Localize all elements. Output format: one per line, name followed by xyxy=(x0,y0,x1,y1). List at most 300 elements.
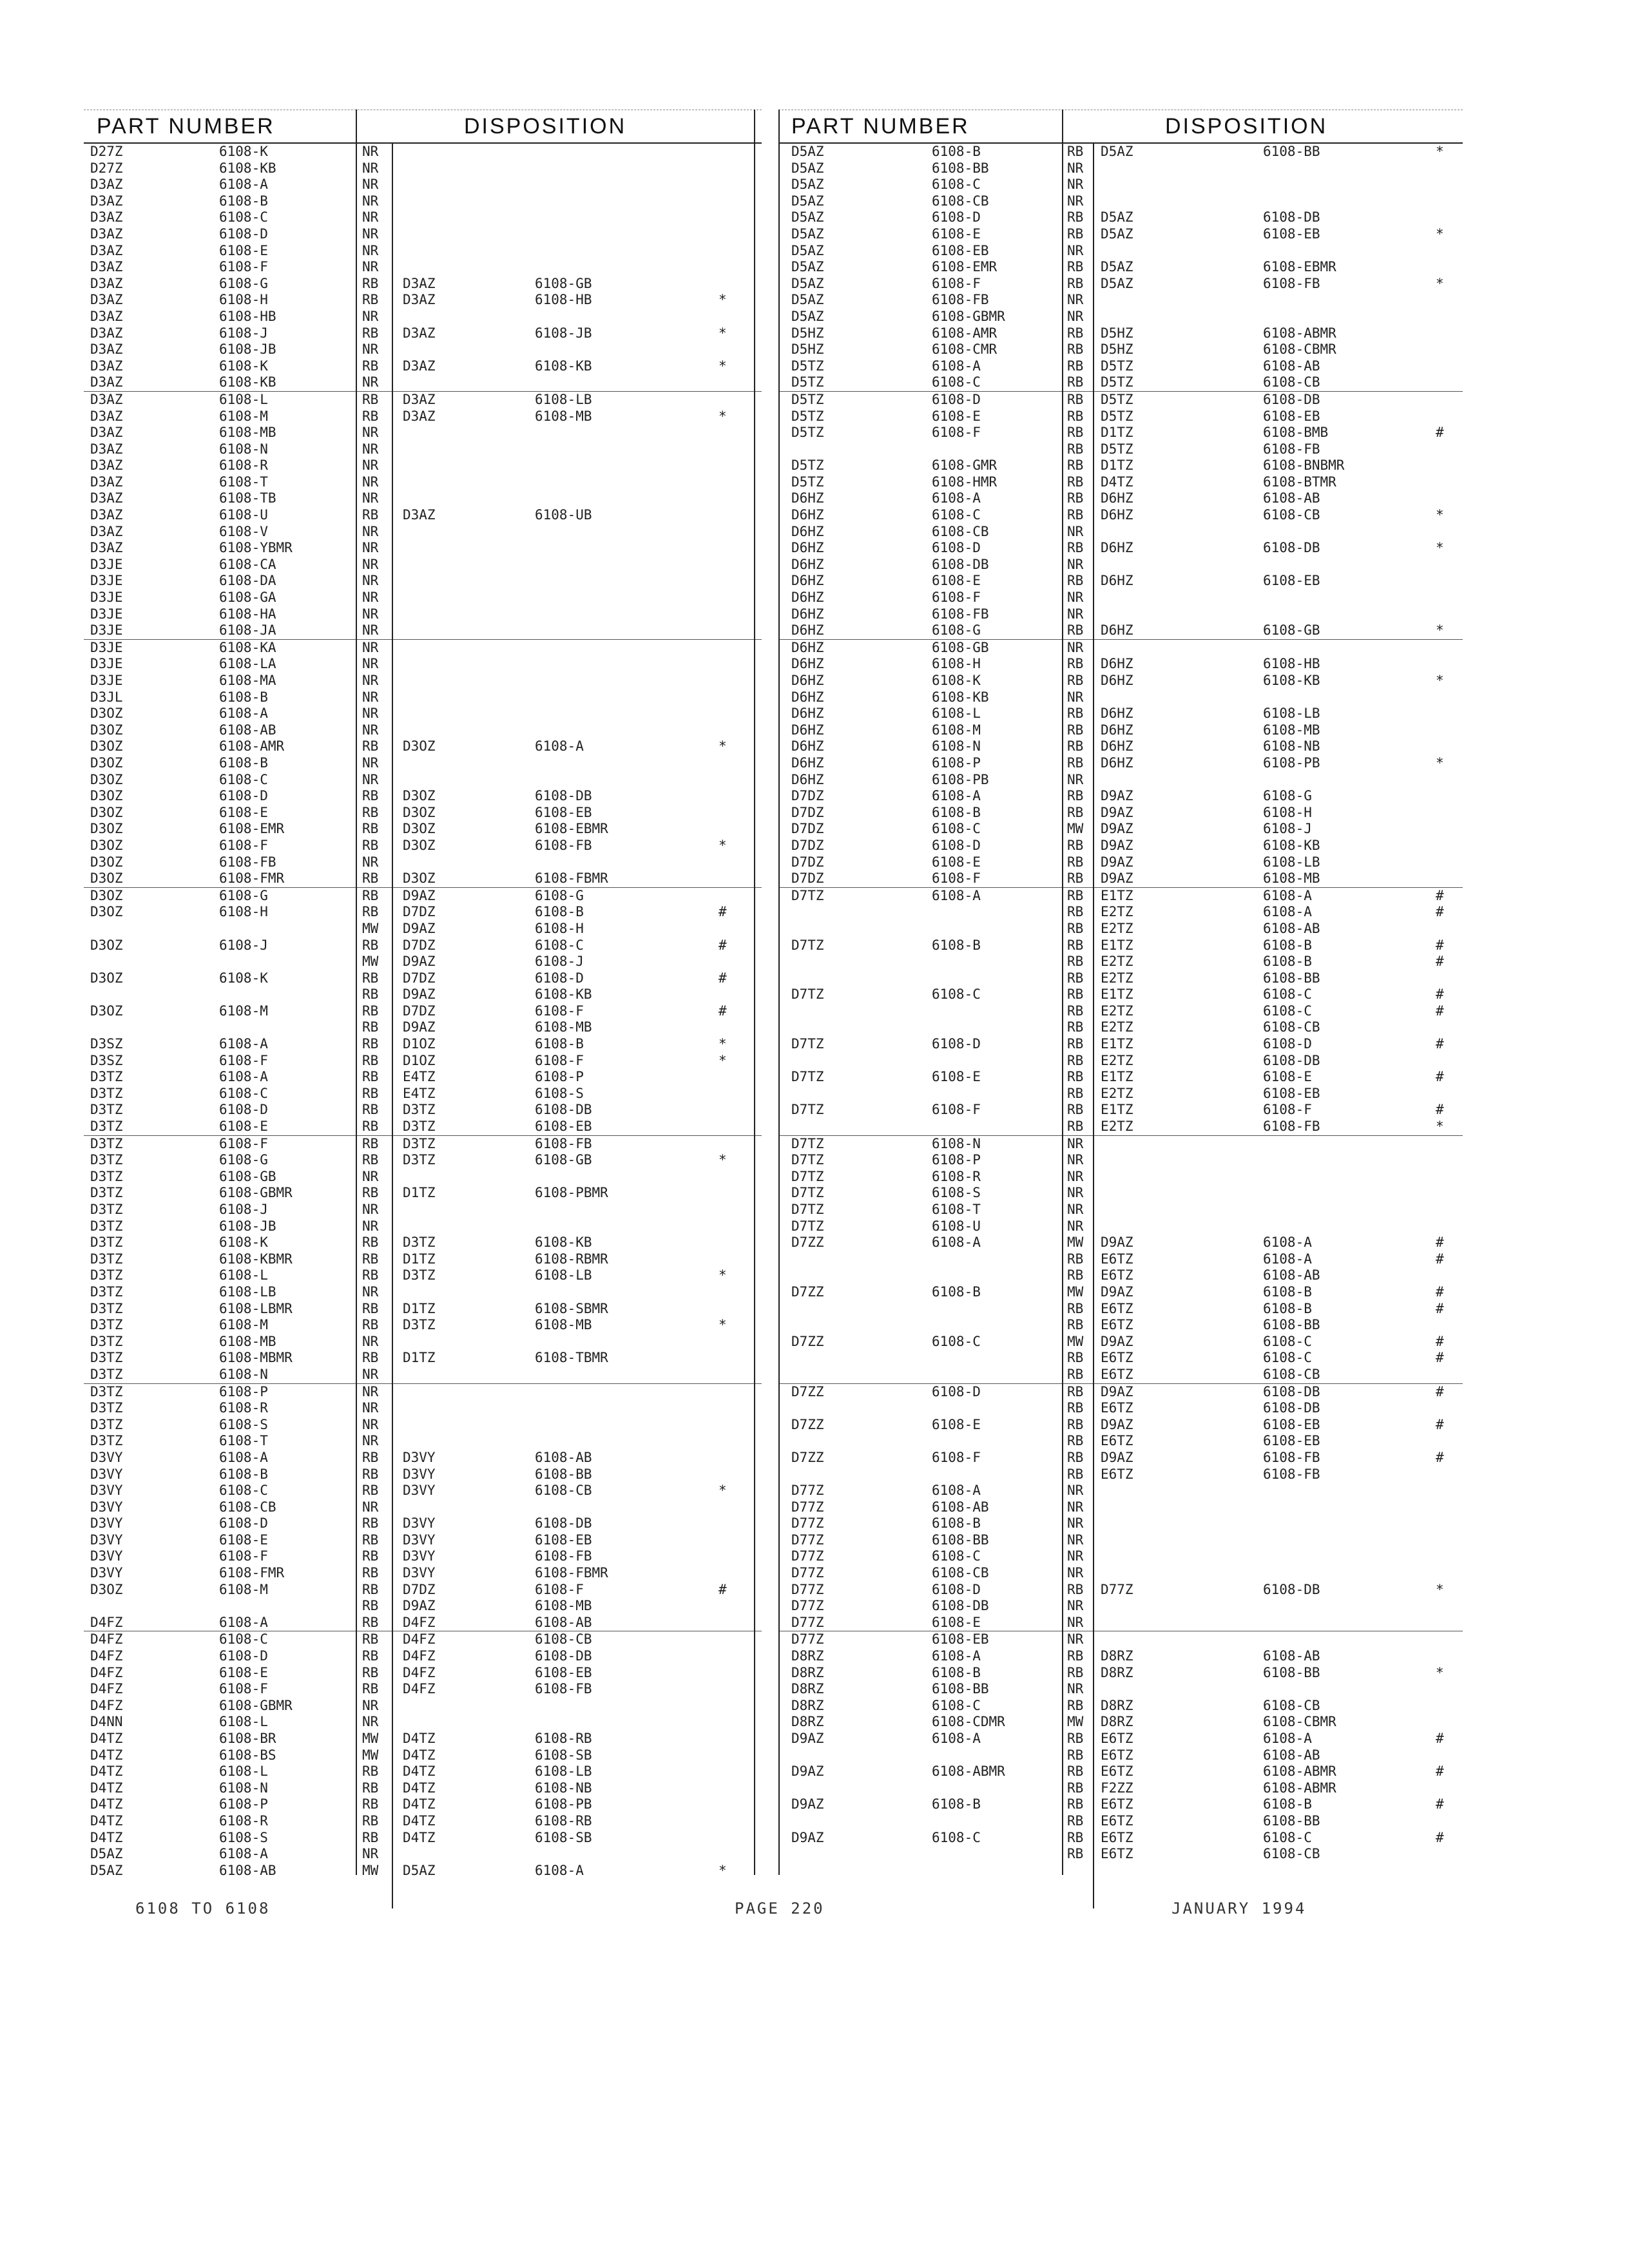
note-mark: # xyxy=(1436,904,1444,920)
replacement-prefix: D8RZ xyxy=(1101,1648,1133,1664)
replacement-number: 6108-LB xyxy=(535,1763,592,1780)
table-row xyxy=(778,1714,1463,1731)
disposition-code: NR xyxy=(1067,1631,1084,1648)
part-number: 6108-C xyxy=(219,771,268,787)
replacement-prefix: D4TZ xyxy=(403,1731,436,1746)
replacement-number: 6108-MB xyxy=(1263,870,1320,887)
part-prefix: D4FZ xyxy=(90,1648,123,1664)
disposition-code: RB xyxy=(362,1483,379,1499)
replacement-prefix: D5AZ xyxy=(1101,275,1133,291)
replacement-number: 6108-B xyxy=(535,904,584,920)
replacement-prefix: E6TZ xyxy=(1101,1433,1133,1449)
table-row xyxy=(84,1235,762,1251)
disposition-code: NR xyxy=(362,374,379,390)
disposition-code: RB xyxy=(362,937,379,953)
disposition-code: RB xyxy=(362,1119,379,1135)
part-number: 6108-AMR xyxy=(932,325,998,341)
disposition-code: NR xyxy=(362,144,379,159)
part-number: 6108-E xyxy=(219,1664,268,1680)
part-prefix: D6HZ xyxy=(791,590,824,606)
part-number: 6108-GBMR xyxy=(219,1185,293,1201)
part-number: 6108-G xyxy=(932,622,981,639)
disposition-code: RB xyxy=(362,1631,379,1648)
replacement-number: 6108-EBMR xyxy=(535,821,608,837)
replacement-prefix: D9AZ xyxy=(403,1598,436,1614)
table-row xyxy=(778,722,1463,739)
part-number: 6108-DB xyxy=(932,556,989,572)
replacement-prefix: E2TZ xyxy=(1101,1052,1133,1068)
part-prefix: D7DZ xyxy=(791,837,824,853)
table-row xyxy=(84,1615,762,1631)
part-number: 6108-C xyxy=(219,1483,268,1499)
part-number: 6108-C xyxy=(932,1333,981,1349)
disposition-code: RB xyxy=(1067,474,1084,490)
part-number: 6108-C xyxy=(219,1631,268,1648)
table-row xyxy=(84,374,762,391)
table-row xyxy=(778,904,1463,921)
part-prefix: D5AZ xyxy=(791,275,824,291)
part-prefix: D3JE xyxy=(90,673,123,688)
replacement-prefix: D9AZ xyxy=(403,1019,436,1035)
table-row xyxy=(84,606,762,623)
replacement-prefix: D9AZ xyxy=(1101,1449,1133,1465)
table-row xyxy=(84,573,762,590)
part-number: 6108-EB xyxy=(932,242,989,258)
disposition-code: RB xyxy=(1067,1400,1084,1416)
replacement-prefix: E2TZ xyxy=(1101,1119,1133,1135)
disposition-code: RB xyxy=(1067,391,1084,407)
disposition-code: NR xyxy=(1067,1614,1084,1630)
part-number: 6108-FB xyxy=(932,606,989,622)
replacement-number: 6108-B xyxy=(1263,1300,1312,1316)
right-part-number-heading: PART NUMBER xyxy=(791,114,970,139)
replacement-number: 6108-E xyxy=(1263,1069,1312,1085)
part-prefix: D3JE xyxy=(90,556,123,572)
note-mark: * xyxy=(718,292,727,308)
note-mark: * xyxy=(718,1483,727,1499)
replacement-prefix: E2TZ xyxy=(1101,920,1133,936)
replacement-prefix: D4TZ xyxy=(403,1747,436,1763)
disposition-code: MW xyxy=(362,920,379,936)
disposition-code: RB xyxy=(362,1829,379,1845)
note-mark: * xyxy=(1436,1119,1444,1135)
part-prefix: D3TZ xyxy=(90,1433,123,1449)
replacement-prefix: D3TZ xyxy=(403,1317,436,1333)
part-prefix: D5HZ xyxy=(791,341,824,358)
note-mark: * xyxy=(1436,226,1444,242)
part-number: 6108-L xyxy=(219,1267,268,1283)
part-prefix: D3OZ xyxy=(90,937,123,953)
table-row xyxy=(778,341,1463,358)
replacement-number: 6108-C xyxy=(1263,1829,1312,1845)
table-row xyxy=(778,772,1463,789)
replacement-prefix: D4FZ xyxy=(403,1681,436,1697)
disposition-code: RB xyxy=(1067,1829,1084,1845)
part-prefix: D6HZ xyxy=(791,656,824,672)
replacement-number: 6108-A xyxy=(535,738,584,754)
replacement-prefix: D7DZ xyxy=(403,1003,436,1019)
part-number: 6108-C xyxy=(219,1085,268,1101)
table-row xyxy=(84,193,762,210)
part-prefix: D3VY xyxy=(90,1483,123,1499)
table-row xyxy=(778,887,1463,905)
replacement-number: 6108-F xyxy=(535,1052,584,1068)
part-number: 6108-B xyxy=(219,754,268,771)
part-number: 6108-N xyxy=(932,1135,981,1151)
part-number: 6108-C xyxy=(932,1697,981,1713)
table-row xyxy=(778,1796,1463,1813)
part-number: 6108-JB xyxy=(219,341,276,358)
replacement-prefix: D3TZ xyxy=(403,1135,436,1151)
disposition-code: RB xyxy=(362,325,379,341)
table-row xyxy=(778,1019,1463,1036)
replacement-number: 6108-HB xyxy=(535,292,592,308)
part-prefix: D4FZ xyxy=(90,1664,123,1680)
part-number: 6108-GA xyxy=(219,590,276,606)
part-number: 6108-BB xyxy=(932,1681,989,1697)
part-number: 6108-BS xyxy=(219,1747,276,1763)
table-row xyxy=(778,441,1463,458)
note-mark: * xyxy=(1436,507,1444,523)
table-row xyxy=(778,1350,1463,1367)
replacement-number: 6108-C xyxy=(1263,986,1312,1003)
replacement-prefix: D1OZ xyxy=(403,1052,436,1068)
part-number: 6108-P xyxy=(932,1152,981,1168)
replacement-number: 6108-P xyxy=(535,1069,584,1085)
replacement-prefix: D3VY xyxy=(403,1449,436,1465)
replacement-number: 6108-B xyxy=(1263,1796,1312,1812)
disposition-code: NR xyxy=(362,606,379,622)
part-number: 6108-C xyxy=(932,374,981,390)
table-row xyxy=(84,557,762,573)
disposition-code: NR xyxy=(362,160,379,176)
part-prefix: D6HZ xyxy=(791,540,824,556)
replacement-number: 6108-HB xyxy=(1263,656,1320,672)
part-number: 6108-E xyxy=(932,408,981,424)
disposition-code: RB xyxy=(362,986,379,1003)
part-number: 6108-A xyxy=(219,1846,268,1862)
replacement-number: 6108-EB xyxy=(1263,573,1320,589)
part-prefix: D3OZ xyxy=(90,738,123,754)
right-panel xyxy=(778,110,1463,1863)
part-number: 6108-P xyxy=(932,754,981,771)
disposition-code: MW xyxy=(362,1731,379,1746)
replacement-number: 6108-ABMR xyxy=(1263,1780,1336,1796)
replacement-prefix: D6HZ xyxy=(1101,622,1133,639)
disposition-code: RB xyxy=(362,970,379,986)
disposition-code: NR xyxy=(362,706,379,722)
table-row xyxy=(84,259,762,276)
part-number: 6108-GMR xyxy=(932,457,998,474)
part-prefix: D77Z xyxy=(791,1614,824,1630)
disposition-code: RB xyxy=(1067,358,1084,374)
replacement-number: 6108-A xyxy=(535,1862,584,1878)
table-row xyxy=(778,292,1463,309)
replacement-number: 6108-KB xyxy=(535,986,592,1003)
table-row xyxy=(84,805,762,822)
part-prefix: D5AZ xyxy=(90,1846,123,1862)
disposition-code: RB xyxy=(1067,887,1084,903)
disposition-code: NR xyxy=(1067,1168,1084,1184)
part-number: 6108-HMR xyxy=(932,474,998,490)
disposition-code: NR xyxy=(362,1400,379,1416)
part-number: 6108-E xyxy=(932,226,981,242)
part-prefix: D6HZ xyxy=(791,689,824,705)
note-mark: * xyxy=(1436,1581,1444,1597)
replacement-prefix: D4FZ xyxy=(403,1631,436,1648)
part-number: 6108-AB xyxy=(219,722,276,738)
part-number: 6108-M xyxy=(219,1317,268,1333)
disposition-code: NR xyxy=(1067,1202,1084,1217)
disposition-code: RB xyxy=(1067,1581,1084,1597)
table-row xyxy=(84,425,762,441)
disposition-code: RB xyxy=(1067,1433,1084,1449)
replacement-number: 6108-GB xyxy=(1263,622,1320,639)
part-number: 6108-A xyxy=(932,490,981,506)
part-number: 6108-BB xyxy=(932,160,989,176)
part-number: 6108-M xyxy=(219,408,268,424)
disposition-code: NR xyxy=(1067,1681,1084,1697)
disposition-code: NR xyxy=(1067,771,1084,787)
part-prefix: D9AZ xyxy=(791,1796,824,1812)
disposition-code: RB xyxy=(1067,374,1084,390)
disposition-code: MW xyxy=(362,1747,379,1763)
replacement-number: 6108-H xyxy=(535,920,584,936)
disposition-code: RB xyxy=(362,788,379,804)
part-number: 6108-C xyxy=(932,177,981,193)
part-prefix: D5TZ xyxy=(791,374,824,390)
disposition-code: RB xyxy=(362,1135,379,1151)
disposition-code: RB xyxy=(1067,425,1084,441)
replacement-number: 6108-PBMR xyxy=(535,1185,608,1201)
table-row xyxy=(84,524,762,541)
disposition-code: NR xyxy=(362,1366,379,1382)
part-number: 6108-YBMR xyxy=(219,540,293,556)
table-row xyxy=(778,193,1463,210)
note-mark: * xyxy=(718,738,727,754)
part-prefix: D3JE xyxy=(90,656,123,672)
disposition-code: NR xyxy=(362,590,379,606)
part-prefix: D5TZ xyxy=(791,457,824,474)
disposition-code: NR xyxy=(362,474,379,490)
table-row xyxy=(84,821,762,838)
table-row xyxy=(778,540,1463,557)
note-mark: # xyxy=(1436,1350,1444,1366)
disposition-code: NR xyxy=(362,754,379,771)
replacement-number: 6108-FB xyxy=(1263,1466,1320,1482)
replacement-prefix: D8RZ xyxy=(1101,1697,1133,1713)
disposition-code: RB xyxy=(362,1052,379,1068)
table-row xyxy=(778,1846,1463,1863)
replacement-number: 6108-BB xyxy=(1263,1664,1320,1680)
part-prefix: D3TZ xyxy=(90,1202,123,1217)
table-row xyxy=(84,441,762,458)
disposition-code: RB xyxy=(362,738,379,754)
part-prefix: D5AZ xyxy=(791,226,824,242)
table-row xyxy=(778,656,1463,673)
disposition-code: RB xyxy=(362,837,379,853)
replacement-number: 6108-CB xyxy=(1263,1697,1320,1713)
part-number: 6108-A xyxy=(219,1449,268,1465)
replacement-prefix: D5TZ xyxy=(1101,374,1133,390)
table-row xyxy=(84,457,762,474)
replacement-number: 6108-FB xyxy=(1263,275,1320,291)
part-number: 6108-B xyxy=(932,804,981,820)
part-prefix: D27Z xyxy=(90,144,123,159)
part-prefix: D5AZ xyxy=(791,308,824,324)
note-mark: # xyxy=(1436,1796,1444,1812)
replacement-prefix: D5AZ xyxy=(403,1862,436,1878)
replacement-number: 6108-A xyxy=(1263,887,1312,903)
disposition-code: RB xyxy=(362,870,379,887)
note-mark: * xyxy=(718,408,727,424)
replacement-prefix: D6HZ xyxy=(1101,706,1133,722)
replacement-prefix: D3TZ xyxy=(403,1267,436,1283)
disposition-code: RB xyxy=(1067,1267,1084,1283)
table-row xyxy=(778,490,1463,507)
table-row xyxy=(84,1598,762,1615)
replacement-prefix: D9AZ xyxy=(1101,854,1133,870)
disposition-code: RB xyxy=(362,1548,379,1564)
disposition-code: RB xyxy=(362,1449,379,1465)
replacement-number: 6108-RBMR xyxy=(535,1251,608,1267)
right-disposition-heading: DISPOSITION xyxy=(1165,114,1328,139)
left-rows xyxy=(84,144,762,1879)
note-mark: * xyxy=(1436,673,1444,688)
replacement-number: 6108-EB xyxy=(1263,1433,1320,1449)
part-number: 6108-J xyxy=(219,937,268,953)
part-prefix: D3TZ xyxy=(90,1350,123,1366)
part-number: 6108-A xyxy=(932,1731,981,1746)
part-number: 6108-CMR xyxy=(932,341,998,358)
disposition-code: RB xyxy=(362,1648,379,1664)
part-number: 6108-D xyxy=(219,1102,268,1118)
table-row xyxy=(84,209,762,226)
replacement-number: 6108-KB xyxy=(1263,837,1320,853)
disposition-code: NR xyxy=(362,689,379,705)
table-row xyxy=(84,1780,762,1797)
part-prefix: D3JE xyxy=(90,606,123,622)
table-row xyxy=(778,1218,1463,1235)
replacement-number: 6108-S xyxy=(535,1085,584,1101)
part-prefix: D7DZ xyxy=(791,821,824,837)
part-prefix: D3TZ xyxy=(90,1383,123,1399)
table-row xyxy=(84,292,762,309)
replacement-prefix: D5TZ xyxy=(1101,441,1133,457)
disposition-code: RB xyxy=(1067,1119,1084,1135)
part-prefix: D7ZZ xyxy=(791,1333,824,1349)
disposition-code: NR xyxy=(362,1697,379,1713)
replacement-number: 6108-LB xyxy=(1263,706,1320,722)
part-number: 6108-C xyxy=(932,1548,981,1564)
table-row xyxy=(84,325,762,342)
replacement-number: 6108-KB xyxy=(1263,673,1320,688)
table-row xyxy=(84,1813,762,1830)
disposition-code: RB xyxy=(362,358,379,374)
replacement-prefix: D3AZ xyxy=(403,507,436,523)
part-prefix: D3AZ xyxy=(90,490,123,506)
table-row xyxy=(778,639,1463,657)
part-prefix: D4TZ xyxy=(90,1796,123,1812)
disposition-code: RB xyxy=(1067,1747,1084,1763)
replacement-number: 6108-KB xyxy=(535,1235,592,1251)
part-prefix: D8RZ xyxy=(791,1664,824,1680)
part-prefix: D77Z xyxy=(791,1565,824,1581)
replacement-number: 6108-AB xyxy=(1263,1747,1320,1763)
part-number: 6108-G xyxy=(219,1152,268,1168)
disposition-code: NR xyxy=(362,573,379,589)
replacement-prefix: D3OZ xyxy=(403,738,436,754)
note-mark: * xyxy=(718,1052,727,1068)
disposition-code: NR xyxy=(362,209,379,226)
table-row xyxy=(778,276,1463,293)
part-prefix: D6HZ xyxy=(791,754,824,771)
table-row xyxy=(84,177,762,193)
note-mark: * xyxy=(1436,754,1444,771)
table-row xyxy=(778,1747,1463,1764)
replacement-number: 6108-C xyxy=(1263,1333,1312,1349)
part-prefix: D4TZ xyxy=(90,1747,123,1763)
table-row xyxy=(84,1169,762,1186)
note-mark: * xyxy=(1436,540,1444,556)
left-disposition-heading: DISPOSITION xyxy=(464,114,627,139)
note-mark: * xyxy=(1436,622,1444,639)
disposition-code: RB xyxy=(1067,341,1084,358)
note-mark: # xyxy=(1436,1300,1444,1316)
part-prefix: D3TZ xyxy=(90,1416,123,1432)
part-number: 6108-EMR xyxy=(219,821,285,837)
table-row xyxy=(84,1102,762,1119)
replacement-number: 6108-A xyxy=(1263,1235,1312,1251)
part-prefix: D27Z xyxy=(90,160,123,176)
replacement-number: 6108-FB xyxy=(535,837,592,853)
table-row xyxy=(778,1763,1463,1780)
part-prefix: D3TZ xyxy=(90,1333,123,1349)
table-row xyxy=(84,1367,762,1383)
replacement-number: 6108-TBMR xyxy=(535,1350,608,1366)
disposition-code: NR xyxy=(362,722,379,738)
part-prefix: D3OZ xyxy=(90,854,123,870)
replacement-number: 6108-BB xyxy=(1263,1812,1320,1829)
part-prefix: D77Z xyxy=(791,1515,824,1532)
replacement-prefix: D6HZ xyxy=(1101,490,1133,506)
disposition-code: RB xyxy=(1067,920,1084,936)
disposition-code: NR xyxy=(362,622,379,639)
replacement-prefix: D1OZ xyxy=(403,1036,436,1052)
part-number: 6108-GBMR xyxy=(932,308,1005,324)
replacement-number: 6108-FB xyxy=(535,1135,592,1151)
disposition-code: RB xyxy=(362,1532,379,1548)
disposition-code: RB xyxy=(1067,275,1084,291)
replacement-number: 6108-C xyxy=(1263,1003,1312,1019)
table-row xyxy=(84,986,762,1003)
part-number: 6108-AB xyxy=(932,1499,989,1515)
part-prefix: D77Z xyxy=(791,1483,824,1499)
disposition-code: RB xyxy=(362,887,379,903)
table-row xyxy=(778,622,1463,639)
replacement-prefix: D3OZ xyxy=(403,804,436,820)
part-prefix: D4FZ xyxy=(90,1681,123,1697)
disposition-code: RB xyxy=(362,1019,379,1035)
replacement-prefix: E1TZ xyxy=(1101,1069,1133,1085)
replacement-prefix: D9AZ xyxy=(1101,788,1133,804)
part-number: 6108-ABMR xyxy=(932,1763,1005,1780)
disposition-code: MW xyxy=(1067,1235,1084,1251)
part-prefix: D3AZ xyxy=(90,259,123,275)
part-prefix: D5AZ xyxy=(791,242,824,258)
table-row xyxy=(84,921,762,937)
disposition-code: RB xyxy=(362,1598,379,1614)
